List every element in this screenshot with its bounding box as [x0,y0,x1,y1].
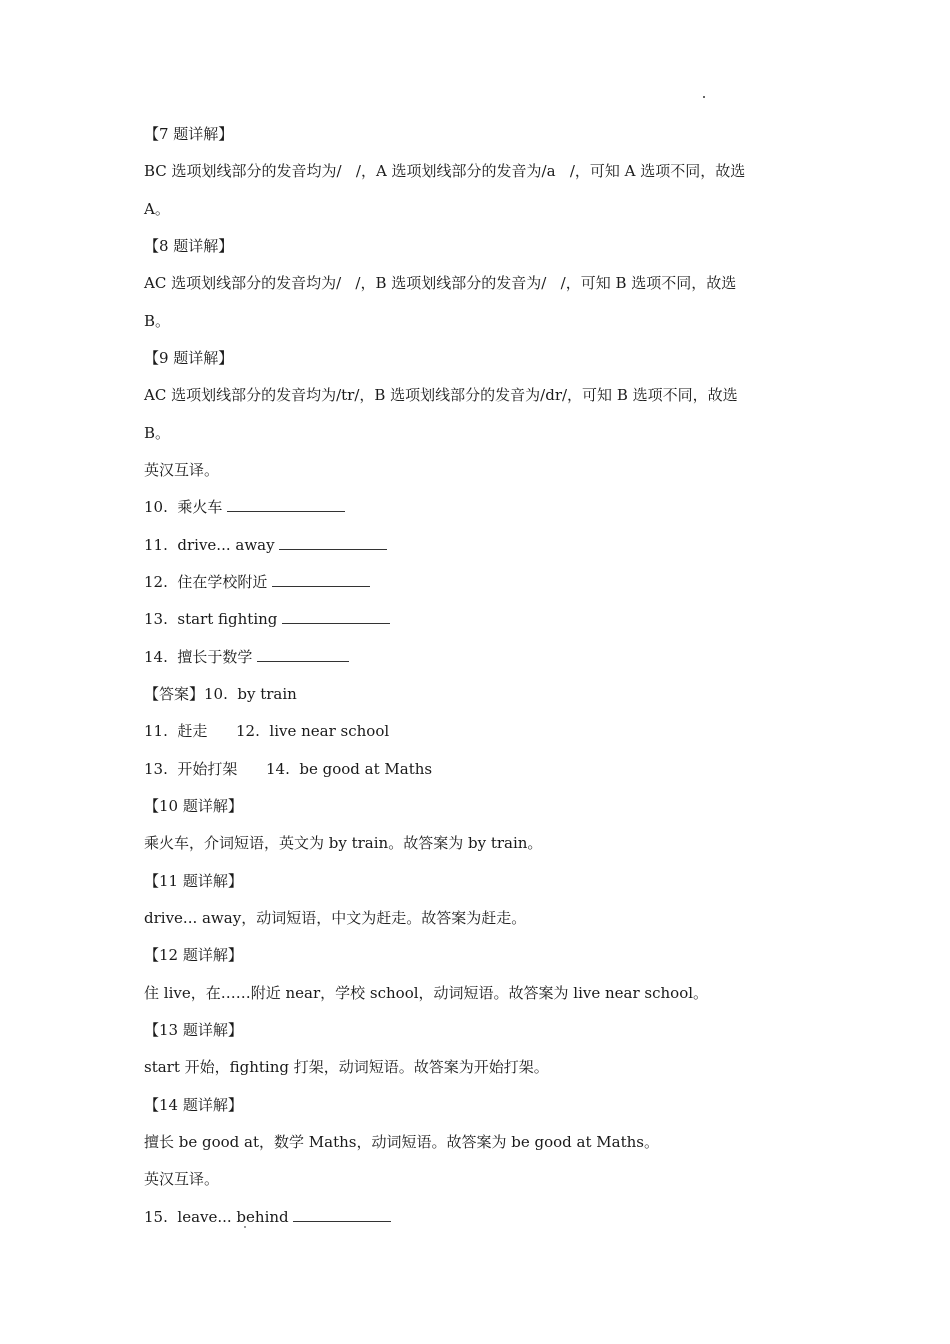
question-11-text: 11. drive... away [144,536,280,554]
section-heading-9: 【9 题详解】 [144,349,234,367]
question-11 [144,535,387,555]
section-heading-14: 【14 题详解】 [144,1096,243,1114]
scan-dot [703,96,705,98]
explanation-14: 擅长 be good at，数学 Maths，动词短语。故答案为 be good at Maths。 [144,1133,659,1151]
section-heading-13: 【13 题详解】 [144,1021,243,1039]
section-heading-7: 【7 题详解】 [144,125,234,143]
answer-blank [257,647,349,662]
instruction-translate: 英汉互译。 [144,461,220,479]
section-heading-10: 【10 题详解】 [144,797,243,815]
question-13-text: 13. start fighting [144,610,283,628]
question-13 [144,609,390,629]
section-heading-8: 【8 题详解】 [144,237,234,255]
question-12-text: 12. 住在学校附近 [144,573,273,591]
question-10 [144,497,345,517]
section-heading-11: 【11 题详解】 [144,872,243,890]
answer-blank [282,609,390,624]
explanation-7-line1: BC 选项划线部分的发音均为/ /，A 选项划线部分的发音为/a /，可知 A 选项不同，故选 [144,162,746,180]
explanation-7-line2: A。 [144,200,170,218]
answer-line-3: 13. 开始打架 14. be good at Maths [144,760,433,778]
explanation-9-line2: B。 [144,424,171,442]
explanation-13: start 开始，fighting 打架，动词短语。故答案为开始打架。 [144,1058,549,1076]
explanation-8-line2: B。 [144,312,171,330]
answer-line-1: 【答案】10. by train [144,685,297,703]
explanation-12: 住 live，在……附近 near，学校 school，动词短语。故答案为 live near school。 [144,984,709,1002]
instruction-translate-2: 英汉互译。 [144,1170,220,1188]
explanation-8-line1: AC 选项划线部分的发音均为/ /，B 选项划线部分的发音为/ /，可知 B 选项不同，故选 [144,274,737,292]
question-14 [144,647,349,667]
explanation-10: 乘火车，介词短语，英文为 by train。故答案为 by train。 [144,834,543,852]
section-heading-12: 【12 题详解】 [144,946,243,964]
question-12 [144,572,370,592]
answer-blank [227,497,345,512]
question-14-text: 14. 擅长于数学 [144,648,258,666]
question-15 [144,1207,391,1227]
answer-line-2: 11. 赶走 12. live near school [144,722,390,740]
answer-blank [272,572,370,587]
answer-blank [293,1207,391,1222]
question-15-text: 15. leave... behind [144,1208,294,1226]
scan-dot [244,1226,246,1228]
answer-blank [279,535,387,550]
explanation-9-line1: AC 选项划线部分的发音均为/tr/，B 选项划线部分的发音为/dr/，可知 B 选项不同，故选 [144,386,738,404]
question-10-text: 10. 乘火车 [144,498,228,516]
explanation-11: drive... away，动词短语，中文为赶走。故答案为赶走。 [144,909,527,927]
